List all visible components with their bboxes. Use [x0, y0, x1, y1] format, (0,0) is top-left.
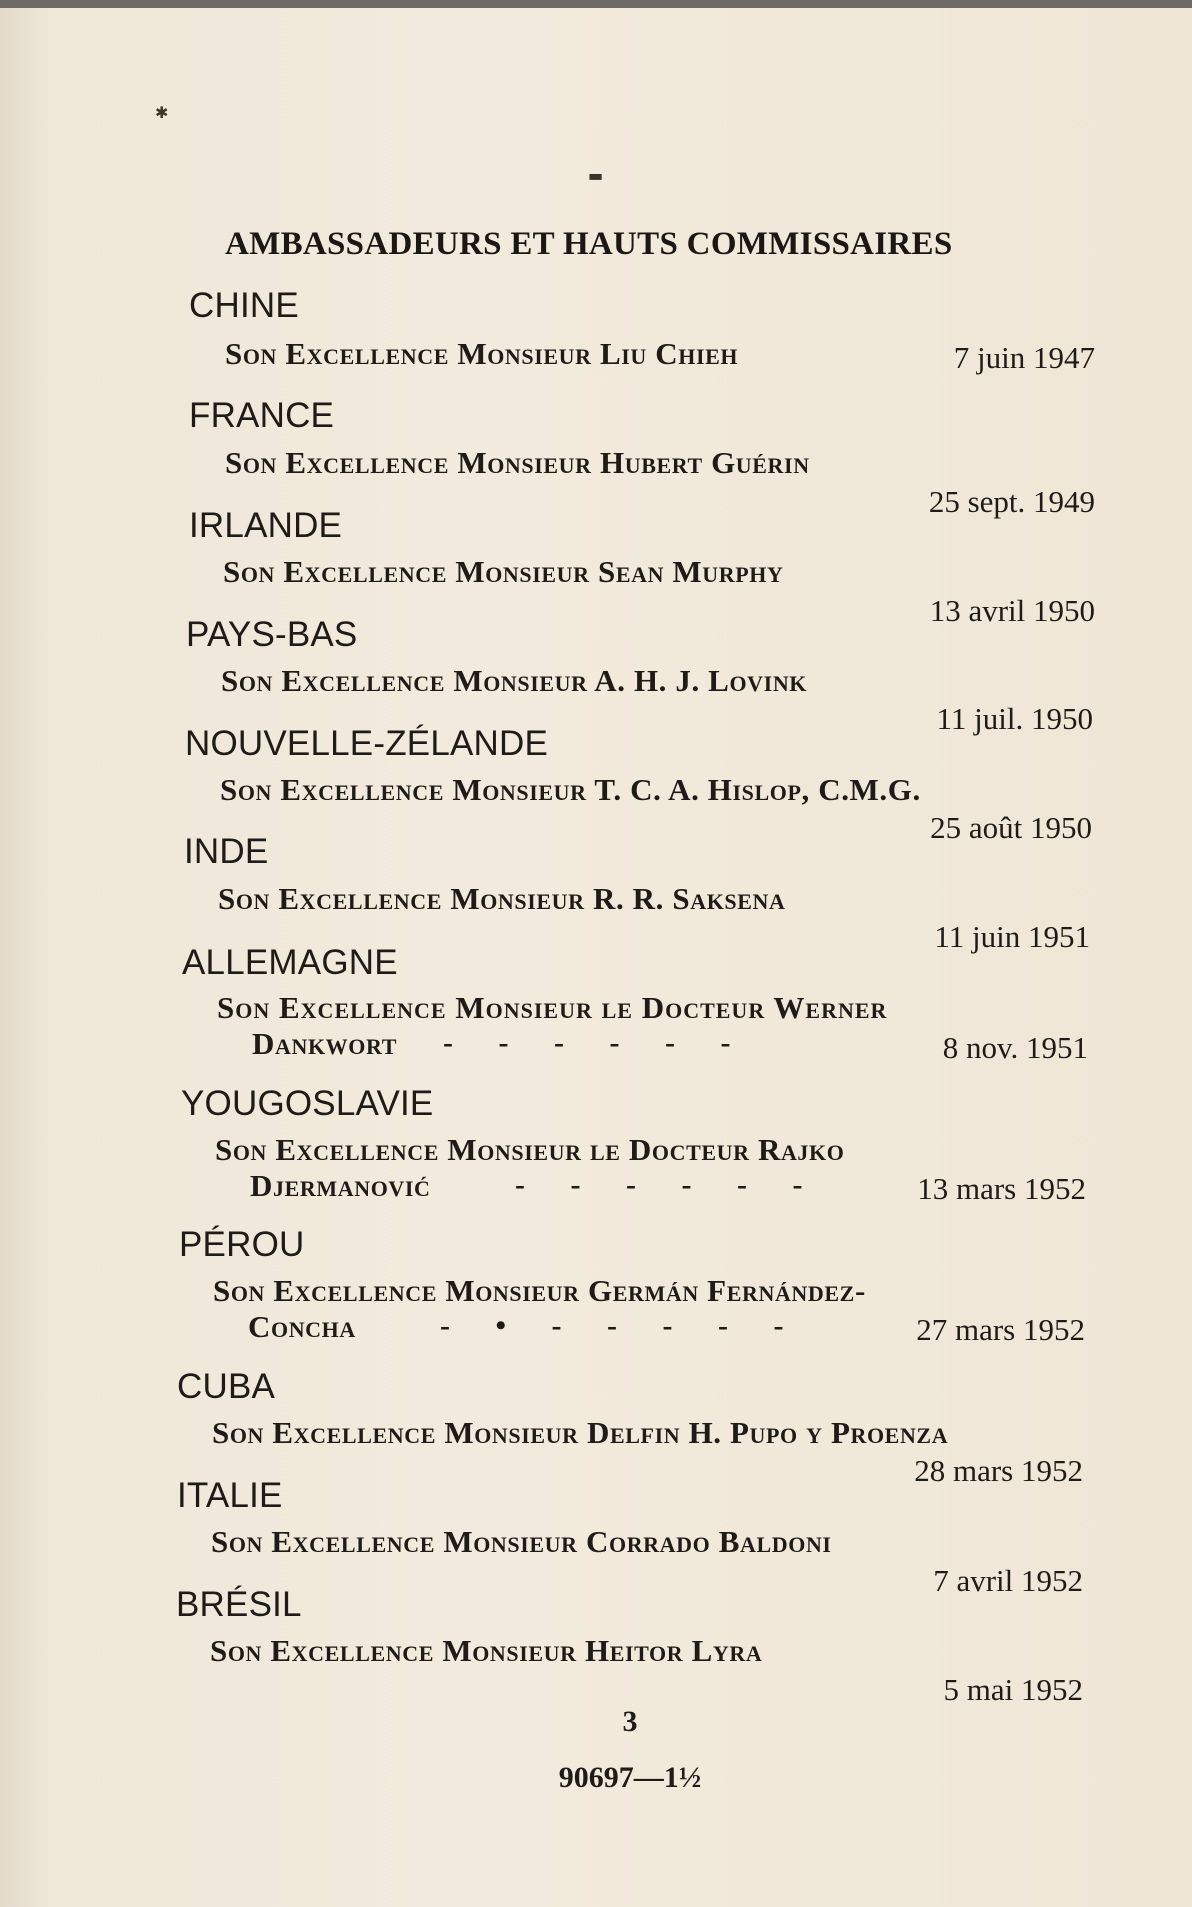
ambassador-name: Son Excellence Monsieur Corrado Baldoni: [211, 1524, 832, 1559]
accreditation-date: 13 mars 1952: [917, 1171, 1086, 1206]
ambassador-name-continued: Dankwort: [252, 1026, 397, 1061]
accreditation-date: 8 nov. 1951: [942, 1030, 1088, 1065]
country-heading: YOUGOSLAVIE: [181, 1084, 434, 1123]
accreditation-date: 25 sept. 1949: [928, 484, 1095, 519]
ambassador-name: Son Excellence Monsieur le Docteur Werner: [217, 990, 888, 1025]
country-heading: FRANCE: [189, 396, 335, 435]
ambassador-name: Son Excellence Monsieur A. H. J. Lovink: [221, 663, 808, 698]
country-heading: CUBA: [177, 1367, 276, 1406]
ambassador-name-continued: Concha: [248, 1309, 356, 1344]
ambassador-name: Son Excellence Monsieur Delfin H. Pupo y Proenza: [212, 1415, 949, 1450]
country-heading: PÉROU: [179, 1225, 305, 1264]
ink-dash: ▬: [588, 166, 604, 185]
ambassador-name: Son Excellence Monsieur le Docteur Rajko: [215, 1132, 845, 1167]
country-heading: CHINE: [189, 286, 299, 325]
accreditation-date: 7 juin 1947: [953, 340, 1095, 375]
country-heading: NOUVELLE-ZÉLANDE: [185, 724, 549, 763]
country-heading: BRÉSIL: [176, 1585, 302, 1624]
country-heading: INDE: [184, 832, 269, 871]
accreditation-date: 27 mars 1952: [916, 1312, 1085, 1347]
page-number: 3: [622, 1705, 638, 1738]
country-heading: ITALIE: [177, 1476, 283, 1515]
ambassador-name: Son Excellence Monsieur Sean Murphy: [223, 554, 784, 589]
document-page: [0, 8, 1192, 1907]
dot-leaders: - - - - - -: [443, 1026, 750, 1059]
accreditation-date: 11 juil. 1950: [936, 701, 1093, 736]
accreditation-date: 11 juin 1951: [934, 919, 1090, 954]
accreditation-date: 25 août 1950: [930, 810, 1092, 845]
dot-leaders: - - - - - -: [515, 1168, 822, 1201]
accreditation-date: 5 mai 1952: [943, 1672, 1083, 1707]
ambassador-name: Son Excellence Monsieur Liu Chieh: [225, 336, 739, 371]
ambassador-name-continued: Djermanović: [250, 1168, 431, 1203]
country-heading: PAYS-BAS: [186, 615, 358, 654]
accreditation-date: 13 avril 1950: [929, 593, 1095, 628]
dot-leaders: - • - - - - -: [440, 1309, 803, 1342]
ambassador-name: Son Excellence Monsieur Hubert Guérin: [225, 445, 810, 480]
ambassador-name: Son Excellence Monsieur Germán Fernández-: [213, 1273, 866, 1308]
ink-speck: ✱: [155, 103, 169, 122]
page-title: AMBASSADEURS ET HAUTS COMMISSAIRES: [225, 226, 953, 262]
accreditation-date: 28 mars 1952: [914, 1453, 1083, 1488]
accreditation-date: 7 avril 1952: [933, 1563, 1083, 1598]
ambassador-name: Son Excellence Monsieur T. C. A. Hislop, C.M.G.: [220, 772, 921, 807]
country-heading: ALLEMAGNE: [182, 943, 398, 982]
country-heading: IRLANDE: [189, 506, 343, 545]
ambassador-name: Son Excellence Monsieur R. R. Saksena: [218, 881, 786, 916]
print-code: 90697—1½: [558, 1761, 702, 1794]
ambassador-name: Son Excellence Monsieur Heitor Lyra: [210, 1633, 763, 1668]
